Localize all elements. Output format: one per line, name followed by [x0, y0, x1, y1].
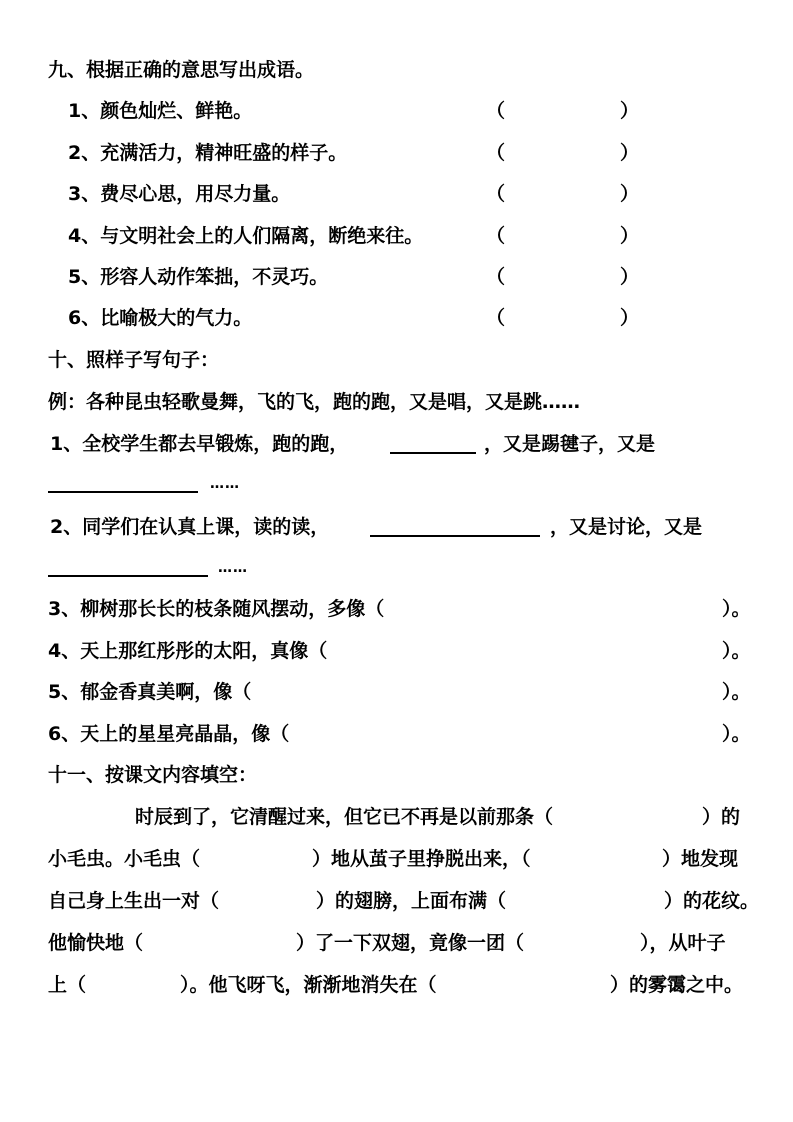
passage-segment: ）。他飞呀飞，渐渐地消失在（ — [180, 974, 437, 996]
simile-close[interactable]: ）。 — [722, 598, 751, 620]
item-number: 4、 — [68, 225, 101, 247]
item-number: 2、 — [68, 142, 101, 164]
question-2-line-1 — [50, 515, 329, 539]
passage-segment: ）的 — [702, 806, 741, 828]
question-1-line-1 — [50, 432, 348, 456]
answer-open-paren: （ — [486, 183, 506, 205]
item-meaning: 费尽心思，用尽力量。 — [100, 183, 291, 205]
item-text — [68, 99, 252, 123]
section-10-title: 十、照样子写句子： — [48, 349, 220, 371]
example-sentence: 例：各种昆虫轻歌曼舞，飞的飞，跑的跑，又是唱，又是跳…… — [48, 391, 581, 413]
section-11-title: 十一、按课文内容填空： — [48, 764, 258, 786]
answer-open-paren: （ — [486, 266, 506, 288]
simile-close[interactable]: ）。 — [722, 681, 751, 703]
answer-close-paren[interactable]: ） — [620, 100, 640, 122]
simile-text: 5、郁金香真美啊，像（ — [48, 681, 252, 703]
item-number: 5、 — [68, 266, 101, 288]
passage-segment: ）了一下双翅，竟像一团（ — [296, 932, 525, 954]
answer-blank[interactable] — [370, 517, 540, 537]
passage-segment: 他愉快地（ — [48, 932, 144, 954]
item-number: 1、 — [68, 100, 101, 122]
passage-segment: ）的翅膀，上面布满（ — [316, 890, 507, 912]
answer-open-paren: （ — [486, 225, 506, 247]
item-number: 3、 — [68, 183, 101, 205]
simile-text: 4、天上那红彤彤的太阳，真像（ — [48, 640, 328, 662]
question-2-prefix: 2、同学们在认真上课，读的读， — [50, 516, 330, 538]
item-text — [68, 265, 328, 289]
answer-open-paren: （ — [486, 100, 506, 122]
answer-close-paren[interactable]: ） — [620, 183, 640, 205]
item-number: 6、 — [68, 307, 101, 329]
answer-open-paren: （ — [486, 307, 506, 329]
answer-blank[interactable] — [48, 473, 198, 493]
passage-segment: 小毛虫。小毛虫（ — [48, 848, 201, 870]
item-meaning: 形容人动作笨拙，不灵巧。 — [100, 266, 329, 288]
question-2-middle: ，又是讨论，又是 — [550, 516, 703, 538]
passage-segment: ）地从茧子里挣脱出来，（ — [312, 848, 531, 870]
answer-close-paren[interactable]: ） — [620, 142, 640, 164]
passage-segment: ）地发现 — [662, 848, 739, 870]
item-meaning: 充满活力，精神旺盛的样子。 — [100, 142, 348, 164]
simile-text: 3、柳树那长长的枝条随风摆动，多像（ — [48, 598, 385, 620]
simile-text: 6、天上的星星亮晶晶，像（ — [48, 723, 290, 745]
passage-segment: ）的雾霭之中。 — [610, 974, 744, 996]
answer-blank[interactable] — [390, 434, 476, 454]
passage-segment: ）的花纹。 — [664, 890, 760, 912]
passage-segment: 时辰到了，它清醒过来，但它已不再是以前那条（ — [135, 806, 554, 828]
question-1-middle: ，又是踢毽子，又是 — [484, 433, 656, 455]
simile-close[interactable]: ）。 — [722, 723, 751, 745]
answer-close-paren[interactable]: ） — [620, 307, 640, 329]
item-text — [68, 182, 290, 206]
answer-close-paren[interactable]: ） — [620, 266, 640, 288]
simile-close[interactable]: ）。 — [722, 640, 751, 662]
answer-close-paren[interactable]: ） — [620, 225, 640, 247]
item-text — [68, 224, 423, 248]
passage-segment: 上（ — [48, 974, 87, 996]
item-meaning: 颜色灿烂、鲜艳。 — [100, 100, 253, 122]
item-meaning: 比喻极大的气力。 — [100, 307, 253, 329]
question-1-prefix: 1、全校学生都去早锻炼，跑的跑， — [50, 433, 349, 455]
answer-blank[interactable] — [48, 557, 208, 577]
ellipsis: …… — [210, 476, 240, 492]
answer-open-paren: （ — [486, 142, 506, 164]
passage-segment: ），从叶子 — [640, 932, 726, 954]
item-meaning: 与文明社会上的人们隔离，断绝来往。 — [100, 225, 424, 247]
section-9-title: 九、根据正确的意思写出成语。 — [48, 59, 315, 81]
item-text — [68, 306, 252, 330]
passage-segment: 自己身上生出一对（ — [48, 890, 220, 912]
ellipsis: …… — [218, 560, 248, 576]
item-text — [68, 141, 347, 165]
